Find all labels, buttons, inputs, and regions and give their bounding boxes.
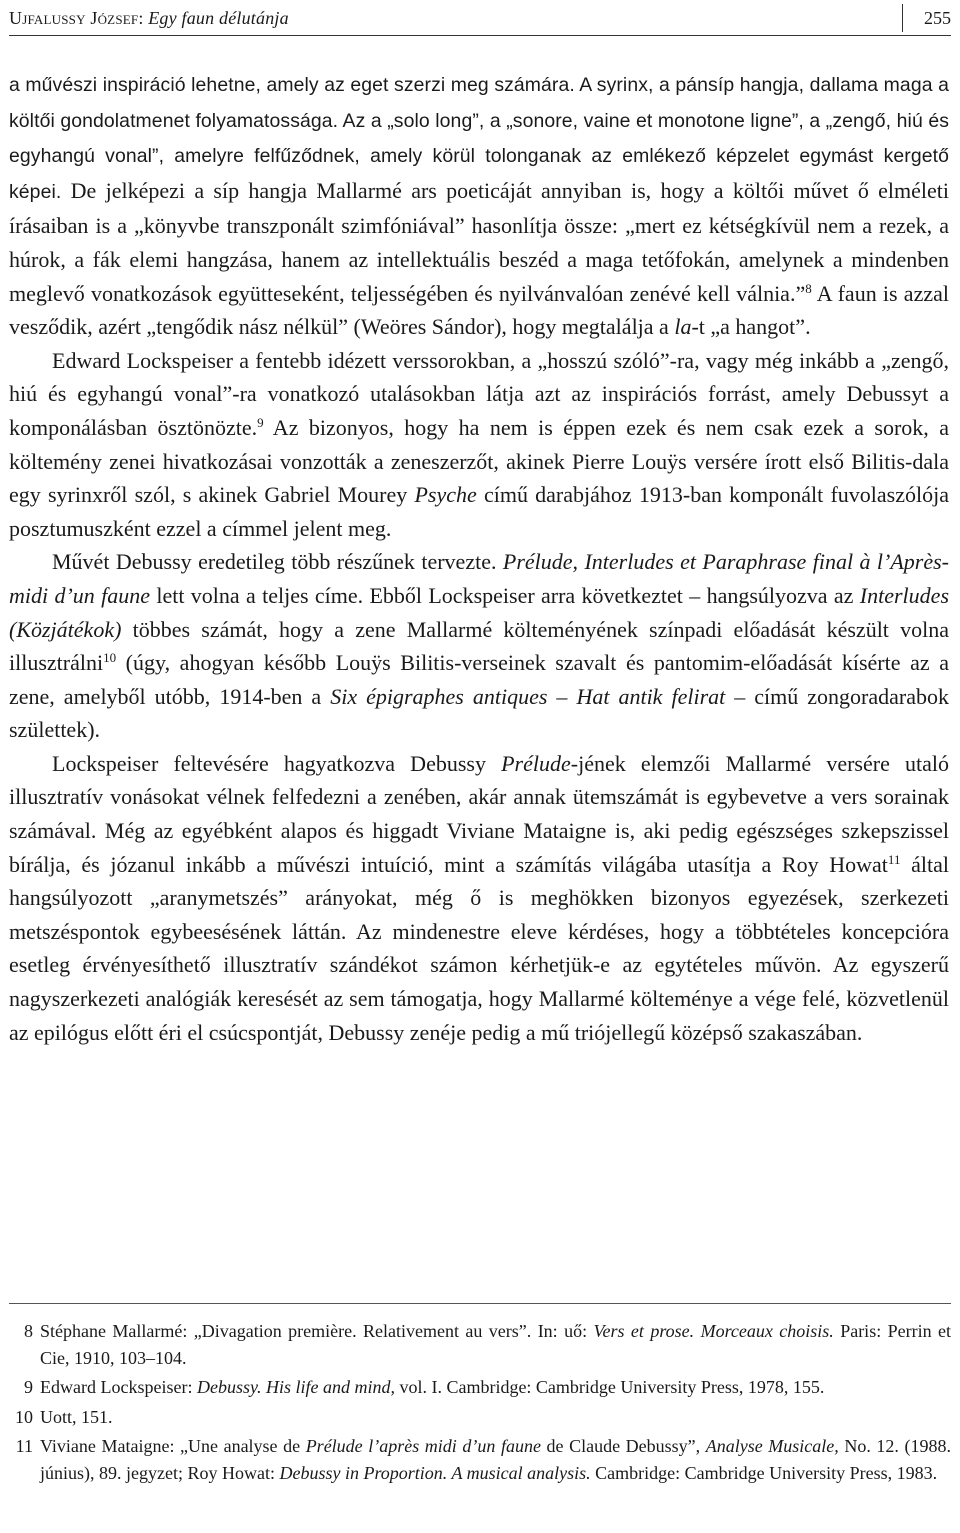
footnotes (9, 1318, 951, 1489)
paragraph-text: De jelképezi a síp hangja Mallarmé ars poeticáját annyiban is, hogy a költői művet ő elméleti írásaiban is a „könyvbe transzponált szimfóniával” hasonlítja össze: „mert ez kétségkívül nem a rezek, a húrok, a fák elemi hangzása, hanem az intellektuális beszéd a maga tetőfokán, amelynek a mindenben meglevő vonatkozások együtteseként, teljességében és nyilvánvalóan zenévé kell válnia.” (9, 177, 949, 306)
paragraph-text: A faun is azzal vesződik, azért „tengődik nász nélkül” (Weöres Sándor), hogy megtalálja a (9, 280, 949, 340)
running-title (9, 8, 289, 29)
page-number: 255 (924, 8, 951, 28)
paragraph-text: -jének elemzői Mallarmé versére utaló illusztratív vonásokat vélnek felfedezni a zenében, akár annak ütemszámát is egybevetve a vers sorainak számával. Még az egyébként alapos és higgadt Viviane Mataigne is, aki pedig egészséges szkepszissel bírálja, és józanul inkább a művészi intuíció, mint a számítás világába utasítja a Roy Howat (9, 750, 949, 877)
italic-text: la (674, 314, 692, 340)
italic-text: Interludes (Közjátékok) (9, 582, 949, 642)
footnote-ref: 10 (103, 650, 117, 666)
footnote-number: 10 (15, 1406, 33, 1427)
footnote-italic: Prélude l’après midi d’un faune (305, 1436, 541, 1456)
running-header (9, 0, 951, 36)
paragraph (9, 545, 949, 747)
footnote-number: 8 (24, 1321, 33, 1341)
paragraph-text: (úgy, ahogyan később Louÿs Bilitis-verseinek szavalt és pantomim-előadását kísérte az a zene, amelyből utóbb, 1914-ben a (9, 650, 949, 709)
footnote-italic: Analyse Musicale, (705, 1436, 839, 1456)
footnote (9, 1433, 951, 1486)
footnote-text: Uott, 151. (40, 1406, 113, 1427)
paragraph-text: című darabjához 1913-ban komponált fuvolaszólója posztumuszként ezzel a címmel jelent meg. (9, 482, 950, 541)
body-text (9, 67, 949, 1049)
paragraph-text: – című zongoradarabok születtek). (9, 683, 949, 743)
italic-text: Psyche (414, 482, 477, 508)
footnote (9, 1374, 951, 1401)
paragraph-text: Az bizonyos, hogy ha nem is éppen ezek és nem csak ezek a sorok, a költemény zenei hivatkozásai vonzották a zeneszerzőt, akinek Pierre Louÿs versére írott első Bilitis-dala egy syrinxről szól, s akinek Gabriel Mourey (9, 414, 949, 508)
paragraph (9, 747, 949, 1049)
footnote-ref: 9 (257, 414, 264, 430)
footnote-text: Edward Lockspeiser: (40, 1377, 197, 1397)
italic-text: Prélude (501, 750, 571, 776)
header-title: Egy faun délutánja (148, 8, 289, 28)
footnote-text: Paris: Perrin et Cie, 1910, 103–104. (40, 1321, 951, 1368)
paragraph-text: Lockspeiser feltevésére hagyatkozva Debussy (52, 750, 502, 776)
header-author: Ujfalussy József: (9, 8, 144, 28)
footnote-ref: 11 (887, 851, 901, 867)
footnote-text: Stéphane Mallarmé: „Divagation première. Relativement au vers”. In: uő: (40, 1321, 594, 1341)
footnote-italic: Debussy in Proportion. A musical analysis. (279, 1462, 591, 1483)
paragraph-text: Edward Lockspeiser a fentebb idézett verssorokban, a „hosszú szóló”-ra, vagy még inkább a „zengő, hiú és egyhangú vonal”-ra vonatkozó utalásokban látja azt az inspirációs forrást, amely Debussyt a komponálásban ösztönözte. (9, 347, 949, 440)
paragraph (9, 344, 949, 546)
footnote-rule (9, 1303, 951, 1304)
header-rule (9, 35, 951, 36)
italic-text: Prélude, Interludes et Paraphrase final à l’Après-midi d’un faune (9, 549, 949, 608)
footnote-ref: 8 (805, 280, 812, 296)
paragraph-text: lett volna a teljes címe. Ebből Lockspeiser arra következtet – hangsúlyozva az (150, 582, 860, 608)
footnote-number: 11 (15, 1436, 33, 1456)
italic-text: Six épigraphes antiques – Hat antik felirat (330, 683, 726, 709)
footnote-italic: Vers et prose. Morceaux choisis. (593, 1321, 834, 1341)
footnote-number: 9 (24, 1377, 33, 1397)
paragraph-text: által hangsúlyozott „aranymetszés” arányokat, még ő is meghökken bizonyos egyezések, szerkezeti metszéspontok egybeesésének láttán. Az mindenestre eleve kérdéses, hogy a többtételes koncepcióra esetleg érvényesíthető illusztratív szándékot számon kérhetjük-e az egytételes művön. Az egyszerű nagyszerkezeti analógiák keresését az sem támogatja, hogy Mallarmé költeménye a vége felé, közvetlenül az epilógus előtt éri el csúcspontját, Debussy zenéje pedig a mű triójellegű középső szakaszában. (9, 851, 949, 1045)
footnote (9, 1404, 951, 1431)
footnote-text: de Claude Debussy”, (540, 1436, 706, 1456)
paragraph-text: -t „a hangot”. (691, 314, 811, 340)
paragraph-text: többes számát, hogy a zene Mallarmé költeményének színpadi előadását készült volna illusztrálni (9, 616, 949, 676)
footnote-text: vol. I. Cambridge: Cambridge University Press, 1978, 155. (394, 1377, 825, 1397)
header-separator (902, 4, 903, 32)
paragraph-text: a művészi inspiráció lehetne, amely az eget szerzi meg számára. A syrinx, a pánsíp hangja, dallama maga a költői gondolatmenet folyamatossága. Az a „solo long”, a „sonore, vaine et monotone ligne”, a „zengő, hiú és egyhangú vonal”, amelyre felfűződnek, amely körül tolonganak az emlékező képzelet egymást kergető képei. (9, 74, 949, 203)
footnote-text: Cambridge: Cambridge University Press, 1983. (590, 1462, 938, 1483)
footnote-text: Viviane Mataigne: „Une analyse de (40, 1436, 306, 1456)
footnote-italic: Debussy. His life and mind, (196, 1377, 395, 1397)
footnote-text: No. 12. (1988. június), 89. jegyzet; Roy Howat: (40, 1436, 951, 1483)
paragraph (9, 67, 949, 344)
paragraph-text: Művét Debussy eredetileg több részűnek tervezte. (52, 549, 503, 575)
footnote (9, 1318, 951, 1371)
